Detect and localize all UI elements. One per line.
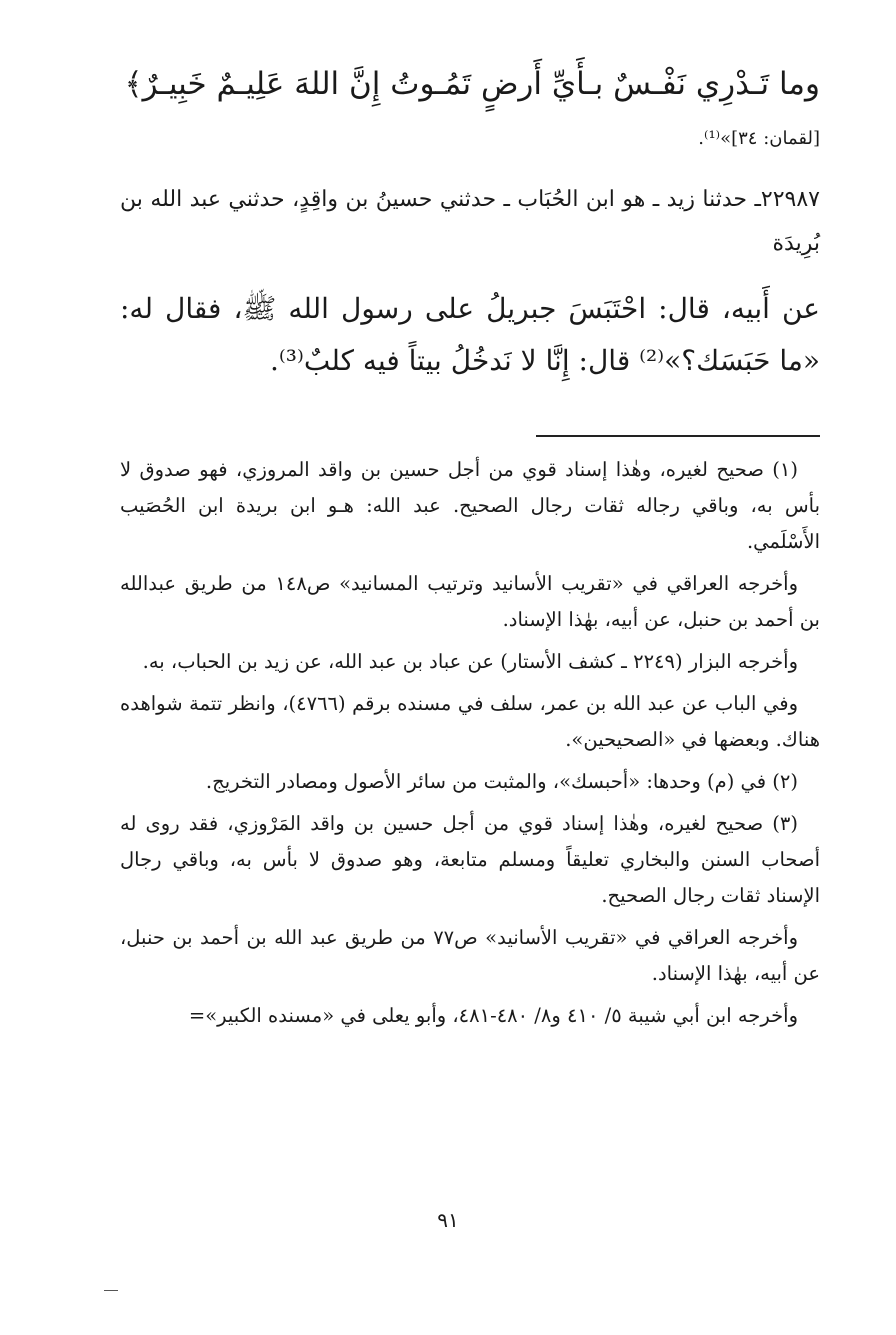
footnote-paragraph: (٢) في (م) وحدها: «أحبسك»، والمثبت من سائر الأصول ومصادر التخريج. <box>205 770 798 793</box>
footnote-paragraph: (٣) صحيح لغيره، وهٰذا إسناد قوي من أجل حسين بن واقد المَرْوزي، فقد روى له أصحاب السنن والبخاري تعليقاً ومسلم متابعة، وهو صدوق لا بأس به، وباقي رجال الإسناد ثقات رجال الصحيح. <box>120 812 820 907</box>
footnote-paragraph: وأخرجه البزار (٢٢٤٩ ـ كشف الأستار) عن عباد بن عبد الله، عن زيد بن الحباب، به. <box>142 650 798 673</box>
footnote-paragraph: وفي الباب عن عبد الله بن عمر، سلف في مسنده برقم (٤٧٦٦)، وانظر تتمة شواهده هناك. وبعضها في «الصحيحين». <box>120 692 820 751</box>
footnote-separator <box>536 435 820 437</box>
quran-reference: [لقمان: ٣٤]»⁽¹⁾. <box>698 128 820 149</box>
page-number: ٩١ <box>437 1208 459 1232</box>
scan-mark <box>104 1290 118 1291</box>
hadith-chain-of-narration: ٢٢٩٨٧ـ حدثنا زيد ـ هو ابن الحُبَاب ـ حدثني حسينُ بن واقِدٍ، حدثني عبد الله بن بُرِيدَة <box>120 187 820 256</box>
quran-verse-line: وما تَـدْرِي نَفْـسٌ بـأَيِّ أَرضٍ تَمُـوتُ إِنَّ اللهَ عَلِيـمٌ خَبِيـرٌ﴾ <box>124 66 820 102</box>
footnote-paragraph: وأخرجه العراقي في «تقريب الأسانيد» ص٧٧ من طريق عبد الله بن أحمد بن حنبل، عن أبيه، بهٰذا الإسناد. <box>120 926 820 985</box>
footnote-paragraph: (١) صحيح لغيره، وهٰذا إسناد قوي من أجل حسين بن واقد المروزي، فهو صدوق لا بأس به، وباقي رجاله ثقات رجال الصحيح. عبد الله: هـو ابن بريدة ابن الحُصَيب الأَسْلَمي. <box>120 458 820 553</box>
footnote-paragraph: وأخرجه العراقي في «تقريب الأسانيد وترتيب المسانيد» ص١٤٨ من طريق عبدالله بن أحمد بن حنبل، عن أبيه، بهٰذا الإسناد. <box>120 572 820 631</box>
footnotes <box>120 452 820 1040</box>
hadith-text: عن أَبيه، قال: احْتَبَسَ جبريلُ على رسول الله ﷺ، فقال له: «ما حَبَسَك؟»⁽²⁾ قال: إِنَّا لا نَدخُلُ بيتاً فيه كلبٌ⁽³⁾. <box>120 292 820 377</box>
footnote-paragraph: وأخرجه ابن أبي شيبة ٥/ ٤١٠ و٨/ ٤٨٠-٤٨١، وأبو يعلى في «مسنده الكبير»= <box>188 1004 798 1027</box>
